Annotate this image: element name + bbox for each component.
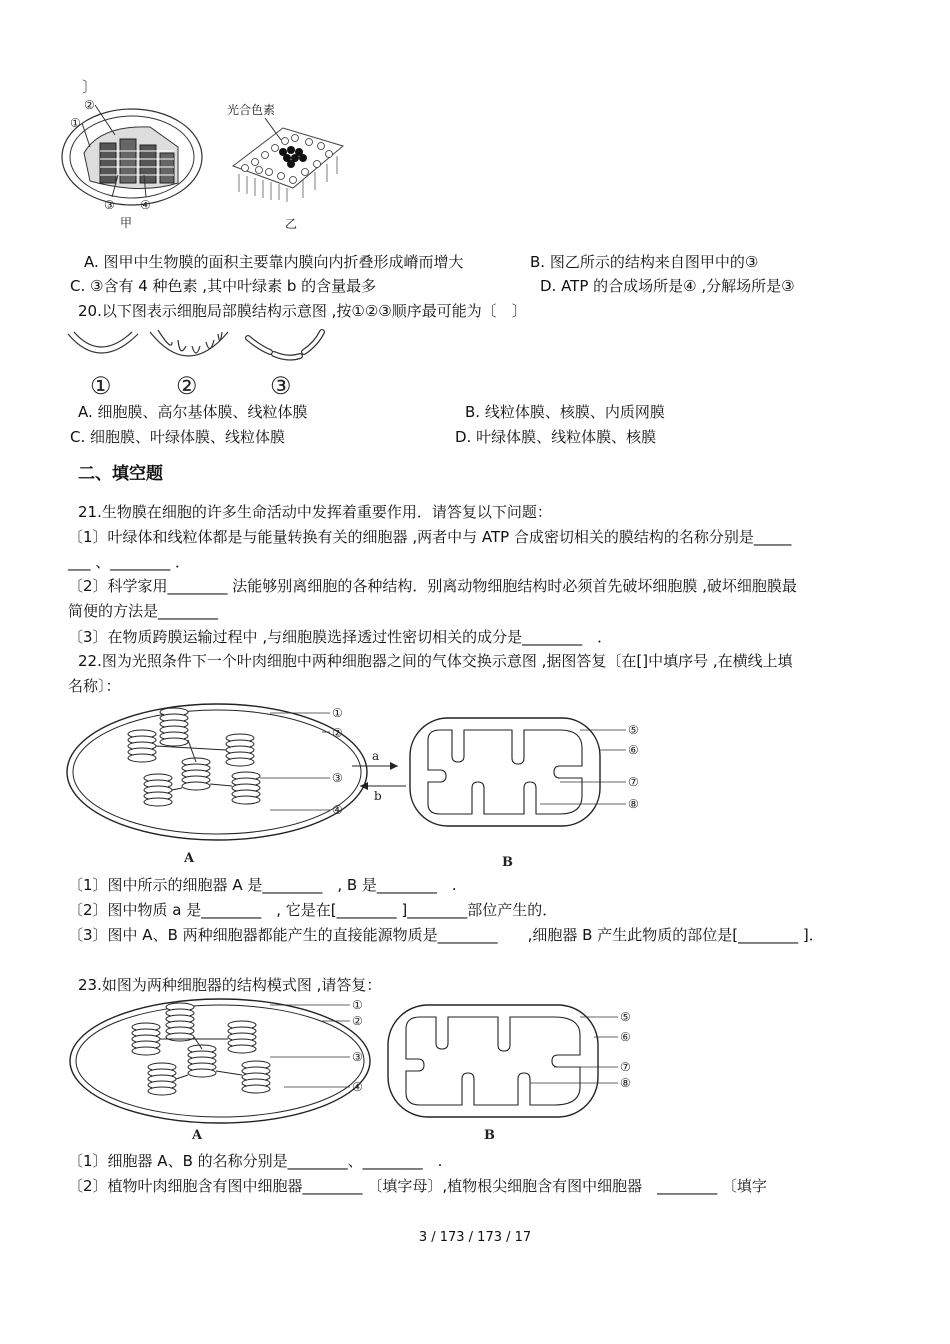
fig23-label-8: ⑧ [620,1076,631,1090]
fig19-label-3: ③ [104,198,115,212]
fig23-label-2: ② [352,1014,363,1028]
q22-figure [60,700,680,870]
page-number: 3 / 173 / 173 / 17 [418,1230,532,1245]
fig22-label-2: ② [332,726,343,740]
q20-option-a: A. 细胞膜、高尔基体膜、线粒体膜 [78,403,308,421]
fig23-label-6: ⑥ [620,1030,631,1044]
fig19-label-2: ② [84,98,95,112]
fig23-label-5: ⑤ [620,1010,631,1024]
fig19-label-jia: 甲 [120,216,133,230]
q22-part3: 〔3〕图中 A、B 两种细胞器都能产生的直接能源物质是________ ,细胞器 B 产生此物质的部位是[________ ]． [68,926,824,944]
fig23-label-3: ③ [352,1050,363,1064]
q21-part1-line2: ___ 、________ ． [68,553,191,571]
q20-option-b: B. 线粒体膜、核膜、内质网膜 [465,403,665,421]
q23-part1: 〔1〕细胞器 A、B 的名称分别是________、________ . [68,1152,443,1170]
fig20-label-1: ① [90,372,112,400]
q19-figure-yi [225,100,355,235]
q20-stem: 20.以下图表示细胞局部膜结构示意图 ,按①②③顺序最可能为〔 〕 [78,302,527,320]
fig22-label-1: ① [332,706,343,720]
q23-figure [60,995,680,1145]
section-title: 二、填空题 [78,464,163,484]
fig22-label-5: ⑤ [628,723,639,737]
q19-option-b: B. 图乙所示的结构来自图甲中的③ [530,253,759,271]
fig19-label-4: ④ [140,198,151,212]
q19-figure-jia [60,95,220,235]
q19-option-c: C. ③含有 4 种色素 ,其中叶绿素 b 的含量最多 [70,277,377,295]
fig23-label-7: ⑦ [620,1060,631,1074]
q19-bracket-tail: 〕 [82,78,98,96]
fig23-caption-b: B [484,1128,495,1143]
fig22-arrow-a: a [372,749,380,763]
q22-part1: 〔1〕图中所示的细胞器 A 是________ , B 是________ . [68,876,457,894]
q19-option-d: D. ATP 的合成场所是④ ,分解场所是③ [540,277,795,295]
fig22-label-8: ⑧ [628,797,639,811]
fig22-label-3: ③ [332,771,343,785]
fig23-caption-a: A [192,1128,203,1143]
q21-stem: 21.生物膜在细胞的许多生命活动中发挥着重要作用．请答复以下问题： [78,503,552,521]
q21-part2-line1: 〔2〕科学家用________ 法能够别离细胞的各种结构．别离动物细胞结构时必须首先破坏细胞膜 ,破坏细胞膜最 [68,577,797,595]
q20-option-c: C. 细胞膜、叶绿体膜、线粒体膜 [70,428,286,446]
q20-figure [60,322,330,402]
fig20-label-2: ② [176,372,198,400]
fig19-label-1: ① [70,116,81,130]
q22-stem-line1: 22.图为光照条件下一个叶肉细胞中两种细胞器之间的气体交换示意图 ,据图答复〔在[]中填序号 ,在横线上填 [78,652,793,670]
fig20-label-3: ③ [270,372,292,400]
fig22-arrow-b: b [374,789,382,803]
fig22-label-4: ④ [332,803,343,817]
q21-part3: 〔3〕在物质跨膜运输过程中 ,与细胞膜选择透过性密切相关的成分是________ ． [68,628,613,646]
fig19-label-pigment: 光合色素 [227,103,276,117]
fig23-label-4: ④ [352,1080,363,1094]
fig22-label-7: ⑦ [628,775,639,789]
fig22-caption-a: A [184,851,195,866]
q23-stem: 23.如图为两种细胞器的结构模式图 ,请答复： [78,976,382,994]
fig19-label-yi: 乙 [285,217,298,231]
q21-part1-line1: 〔1〕叶绿体和线粒体都是与能量转换有关的细胞器 ,两者中与 ATP 合成密切相关的膜结构的名称分别是_____ [68,528,792,546]
q19-option-a: A. 图甲中生物膜的面积主要靠内膜向内折叠形成嵴而增大 [84,253,464,271]
q22-stem-line2: 名称〕： [68,677,121,695]
q22-part2: 〔2〕图中物质 a 是________ , 它是在[________ ]________部位产生的． [68,901,558,919]
q21-part2-line2: 简便的方法是________ [68,602,219,620]
q23-part2: 〔2〕植物叶肉细胞含有图中细胞器________ 〔填字母〕,植物根尖细胞含有图中细胞器 ________ 〔填字 [68,1177,767,1195]
fig23-label-1: ① [352,998,363,1012]
q20-option-d: D. 叶绿体膜、线粒体膜、核膜 [455,428,657,446]
fig22-caption-b: B [502,855,513,870]
fig22-label-6: ⑥ [628,743,639,757]
